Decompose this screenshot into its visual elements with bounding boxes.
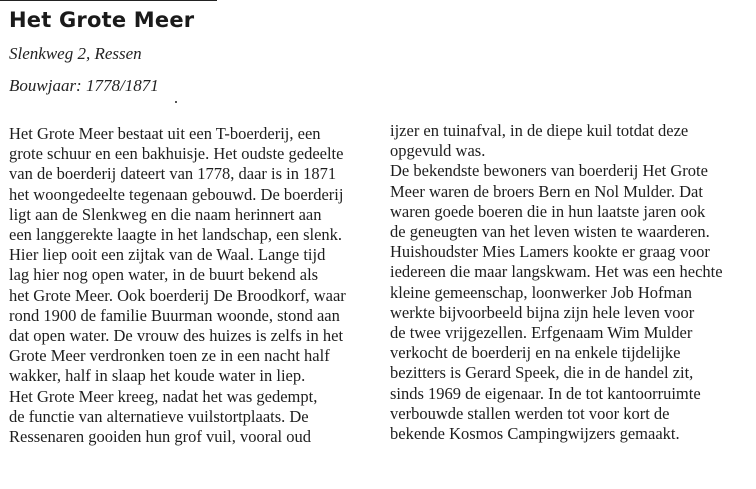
text-line: van de boerderij dateert van 1778, daar is in 1871 [9, 164, 337, 184]
text-line: kleine gemeenschap, loonwerker Job Hofman [390, 282, 692, 302]
text-line: Grote Meer verdronken toen ze in een nacht half [9, 346, 330, 366]
text-line: iedereen die maar langskwam. Het was een hechte [390, 262, 723, 282]
page-title: Het Grote Meer [9, 8, 195, 32]
text-line: ijzer en tuinafval, in de diepe kuil totdat deze [390, 121, 689, 140]
text-line: bekende Kosmos Campingwijzers gemaakt. [390, 424, 680, 444]
text-line: sinds 1969 de eigenaar. In de tot kantoorruimte [390, 383, 701, 403]
text-line: verbouwde stallen werden tot voor kort de [390, 403, 670, 423]
text-line: Ressenaren gooiden hun grof vuil, vooral oud [9, 427, 311, 447]
text-line: De bekendste bewoners van boerderij Het Grote [390, 161, 708, 181]
text-line: waren goede boeren die in hun laatste jaren ook [390, 201, 706, 221]
top-rule [0, 0, 217, 1]
address-line: Slenkweg 2, Ressen [9, 44, 142, 63]
stray-dot [175, 101, 177, 103]
right-column [390, 121, 756, 444]
text-line: grote schuur en een bakhuisje. Het oudste gedeelte [9, 144, 344, 164]
text-line: de twee vrijgezellen. Erfgenaam Wim Mulder [390, 323, 693, 343]
text-line: lag hier nog open water, in de buurt bekend als [9, 265, 319, 285]
text-line: de geneugten van het leven wisten te waarderen. [390, 222, 710, 242]
text-line: het Grote Meer. Ook boerderij De Broodkorf, waar [9, 285, 346, 305]
text-line: Huishoudster Mies Lamers kookte er graag voor [390, 242, 710, 262]
text-line: een langgerekte laagte in het landschap, een slenk. [9, 225, 343, 245]
text-line: bezitters is Gerard Speek, die in de handel zit, [390, 363, 694, 383]
text-line: Het Grote Meer kreeg, nadat het was gedempt, [9, 386, 318, 406]
text-line: Het Grote Meer bestaat uit een T-boerderij, een [9, 124, 321, 143]
text-line: wakker, half in slaap het koude water in liep. [9, 366, 306, 386]
text-line: werkte bijvoorbeeld bijna zijn hele leven voor [390, 302, 695, 322]
text-line: rond 1900 de familie Buurman woonde, stond aan [9, 305, 340, 325]
text-line: Meer waren de broers Bern en Nol Mulder. Dat [390, 181, 703, 201]
building-year: Bouwjaar: 1778/1871 [9, 76, 159, 95]
text-line: verkocht de boerderij en na enkele tijdelijke [390, 343, 681, 363]
text-line: ligt aan de Slenkweg en die naam herinnert aan [9, 204, 322, 224]
left-column [9, 124, 389, 447]
text-line: dat open water. De vrouw des huizes is zelfs in het [9, 326, 344, 346]
text-line: Hier liep ooit een zijtak van de Waal. Lange tijd [9, 245, 326, 265]
text-line: het woongedeelte tegenaan gebouwd. De boerderij [9, 184, 344, 204]
text-line: opgevuld was. [390, 141, 486, 161]
text-line: de functie van alternatieve vuilstortplaats. De [9, 406, 309, 426]
